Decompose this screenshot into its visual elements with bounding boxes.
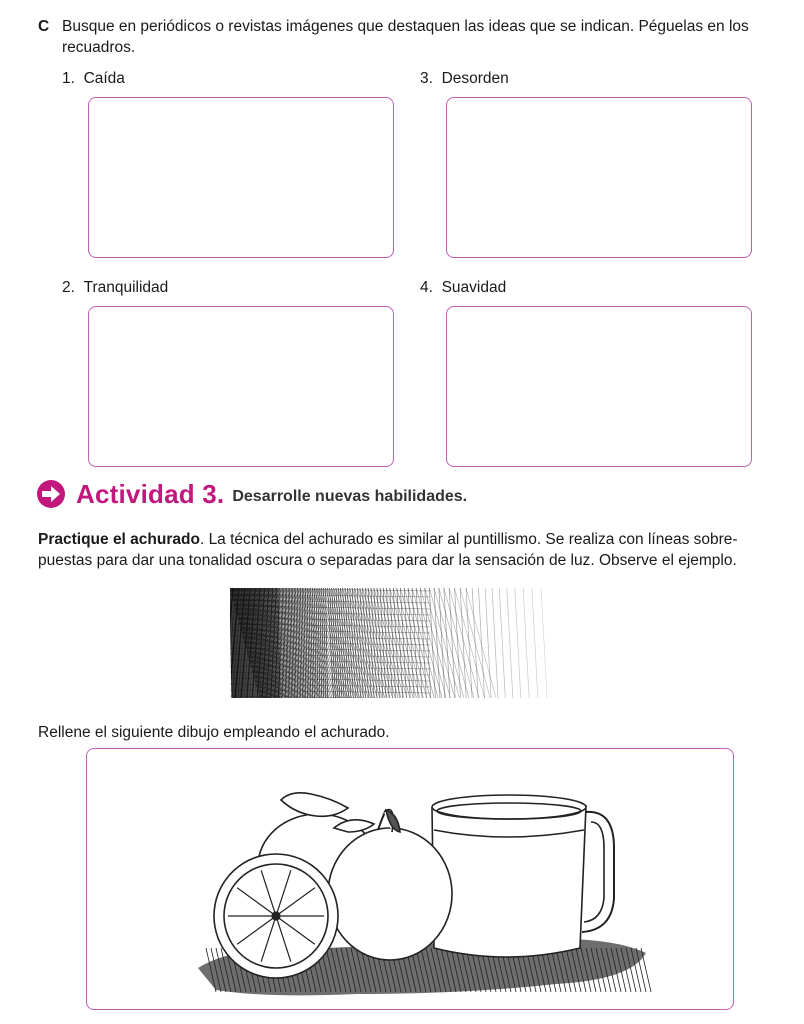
section-letter: C <box>38 18 50 35</box>
paste-box-suavidad[interactable] <box>446 306 752 467</box>
still-life-drawing <box>86 748 734 1010</box>
practice-line-2: puestas para dar una tonalidad oscura o separadas para dar la sensación de luz. Observe el ejemplo. <box>38 552 737 569</box>
item-label-tranquilidad: 2. Tranquilidad <box>62 279 169 296</box>
activity-title: Actividad 3. <box>76 478 225 509</box>
section-c-instruction <box>38 16 788 58</box>
paste-box-tranquilidad[interactable] <box>88 306 394 467</box>
fill-instruction: Rellene el siguiente dibujo empleando el achurado. <box>38 724 390 741</box>
practice-bold-lead: Practique el achurado <box>38 531 200 548</box>
paste-box-desorden[interactable] <box>446 97 752 258</box>
instruction-line-2: recuadros. <box>62 39 136 56</box>
item-label-suavidad: 4. Suavidad <box>420 279 507 296</box>
item-label-desorden: 3. Desorden <box>420 70 509 87</box>
hatching-example-image <box>230 588 550 698</box>
practice-paragraph <box>38 529 778 571</box>
activity-heading <box>36 476 467 512</box>
practice-line-1: . La técnica del achurado es similar al puntillismo. Se realiza con líneas sobre- <box>199 531 738 548</box>
arrow-circle-icon <box>36 479 66 509</box>
mug <box>432 795 614 957</box>
activity-subtitle: Desarrolle nuevas habilidades. <box>232 488 468 505</box>
item-label-caida: 1. Caída <box>62 70 125 87</box>
instruction-line-1: Busque en periódicos o revistas imágenes que destaquen las ideas que se indican. Péguelas en los <box>62 18 749 35</box>
paste-box-caida[interactable] <box>88 97 394 258</box>
